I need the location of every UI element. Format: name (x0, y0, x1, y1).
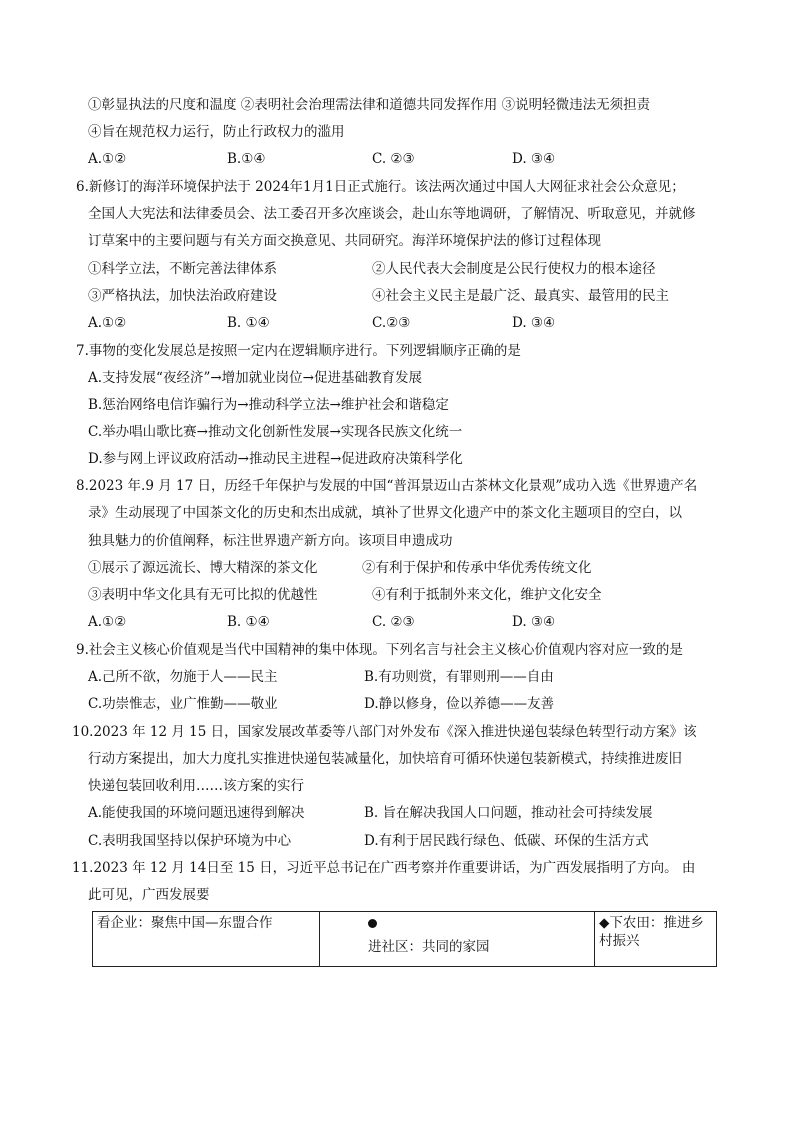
q8-stem-line3: 独具魅力的价值阐释，标注世界遗产新方向。该项目申遗成功 (88, 533, 453, 549)
q10-option-a: A.能使我国的环境问题迅速得到解决 (88, 805, 305, 821)
q11-table-cell-community (320, 912, 595, 967)
q6-stem-line1: 6.新修订的海洋环境保护法于 2024年1月1日正式施行。该法两次通过中国人大网征求社会公众意见； (76, 179, 685, 195)
q8-statement-3: ③表明中华文化具有无可比拟的优越性 (88, 587, 318, 603)
q11-stem-line1: 11.2023 年 12 月 14日至 15 日，习近平总书记在广西考察并作重要讲话，为广西发展指明了方向。 由 (72, 860, 696, 876)
q5-option-c: C. ②③ (372, 151, 415, 167)
q8-option-c: C. ②③ (372, 614, 415, 630)
q6-option-a: A.①② (88, 315, 127, 331)
q5-option-a: A.①② (88, 151, 127, 167)
q6-option-d: D. ③④ (512, 315, 556, 331)
q11-table-cell-company (93, 912, 320, 967)
q11-cell1-text: 看企业：聚焦中国—东盟合作 (97, 915, 273, 931)
q8-option-d: D. ③④ (512, 614, 556, 630)
q9-option-a: A.己所不欲，勿施于人——民主 (88, 669, 278, 685)
q10-option-d: D.有利于居民践行绿色、低碳、环保的生活方式 (364, 833, 649, 849)
q9-option-c: C.功崇惟志，业广惟勤——敬业 (88, 696, 278, 712)
q10-option-c: C.表明我国坚持以保护环境为中心 (88, 833, 292, 849)
q8-statement-1: ①展示了源远流长、博大精深的茶文化 (88, 560, 318, 576)
q5-statements-line2: ④旨在规范权力运行，防止行政权力的滥用 (88, 124, 345, 140)
q5-option-b: B.①④ (227, 151, 266, 167)
q8-statement-2: ②有利于保护和传承中华优秀传统文化 (362, 560, 592, 576)
q9-option-d: D.静以修身，俭以养德——友善 (364, 696, 555, 712)
q8-statement-4: ④有利于抵制外来文化，维护文化安全 (372, 587, 602, 603)
q6-option-b: B. ①④ (227, 315, 270, 331)
q5-statements-line1: ①彰显执法的尺度和温度 ②表明社会治理需法律和道德共同发挥作用 ③说明轻微违法无须担责 (88, 97, 651, 113)
q11-cell2-text: 进社区：共同的家园 (368, 939, 490, 955)
q11-table (92, 911, 717, 967)
bullet-icon (368, 919, 377, 928)
q6-statement-2: ②人民代表大会制度是公民行使权力的根本途径 (372, 261, 656, 277)
q6-statement-1: ①科学立法，不断完善法律体系 (88, 261, 277, 277)
q7-stem: 7.事物的变化发展总是按照一定内在逻辑顺序进行。下列逻辑顺序正确的是 (76, 343, 521, 359)
q6-statement-3: ③严格执法，加快法治政府建设 (88, 288, 277, 304)
q8-option-a: A.①② (88, 614, 127, 630)
q6-statement-4: ④社会主义民主是最广泛、最真实、最管用的民主 (372, 288, 669, 304)
q7-option-d: D.参与网上评议政府活动→推动民主进程→促进政府决策科学化 (88, 451, 463, 467)
q10-stem-line1: 10.2023 年 12 月 15 日，国家发展改革委等八部门对外发布《深入推进快递包装绿色转型行动方案》该 (72, 724, 697, 740)
q7-option-c: C.举办唱山歌比赛→推动文化创新性发展→实现各民族文化统一 (88, 424, 463, 440)
q11-table-cell-farmland (595, 912, 717, 967)
q6-stem-line3: 订草案中的主要问题与有关方面交换意见、共同研究。海洋环境保护法的修订过程体现 (88, 233, 601, 249)
q10-option-b: B. 旨在解决我国人口问题，推动社会可持续发展 (364, 805, 653, 821)
q6-stem-line2: 全国人大宪法和法律委员会、法工委召开多次座谈会，赴山东等地调研，了解情况、听取意见，并就修 (88, 206, 696, 222)
q7-option-a: A.支持发展“夜经济”→增加就业岗位→促进基础教育发展 (88, 370, 422, 386)
q11-stem-line2: 此可见，广西发展要 (88, 887, 210, 903)
q11-cell3-text: ◆下农田：推进乡村振兴 (599, 915, 704, 949)
q10-stem-line3: 快递包装回收利用……该方案的实行 (88, 778, 304, 794)
q8-stem-line1: 8.2023 年.9 月 17 日，历经千年保护与发展的中国“普洱景迈山古茶林文化景观”成功入选《世界遗产名 (76, 478, 698, 494)
q9-stem: 9.社会主义核心价值观是当代中国精神的集中体现。下列名言与社会主义核心价值观内容对应一致的是 (76, 642, 683, 658)
q6-option-c: C.②③ (372, 315, 411, 331)
q5-option-d: D. ③④ (512, 151, 556, 167)
q10-stem-line2: 行动方案提出，加大力度扎实推进快递包装减量化，加快培育可循环快递包装新模式，持续推进废旧 (88, 751, 682, 767)
q9-option-b: B.有功则赏，有罪则刑——自由 (364, 669, 554, 685)
q8-stem-line2: 录》生动展现了中国茶文化的历史和杰出成就，填补了世界文化遗产中的茶文化主题项目的空白，以 (88, 505, 682, 521)
q7-option-b: B.惩治网络电信诈骗行为→推动科学立法→维护社会和谐稳定 (88, 397, 449, 413)
q8-option-b: B. ①④ (227, 614, 270, 630)
